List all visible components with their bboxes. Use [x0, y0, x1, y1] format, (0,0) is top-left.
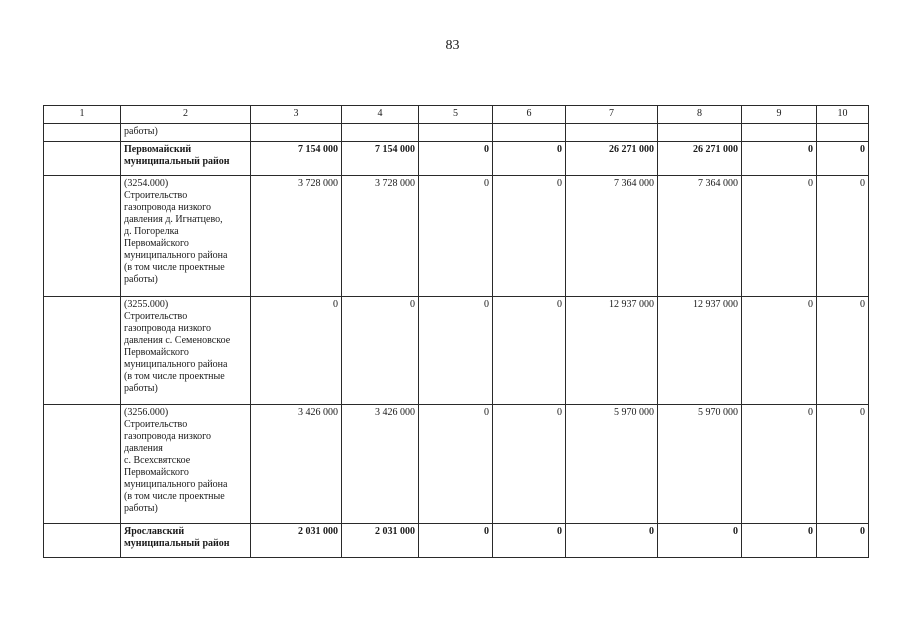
amount-cell: 0: [658, 524, 742, 558]
header-cell: 6: [493, 106, 566, 124]
amount-cell: 5 970 000: [566, 405, 658, 524]
amount-cell: [742, 124, 817, 142]
amount-cell: [817, 124, 869, 142]
amount-cell: 0: [493, 524, 566, 558]
code-cell: [44, 124, 121, 142]
amount-cell: 12 937 000: [566, 297, 658, 405]
amount-cell: 0: [419, 297, 493, 405]
amount-cell: 3 728 000: [251, 176, 342, 297]
header-cell: 5: [419, 106, 493, 124]
amount-cell: 26 271 000: [658, 142, 742, 176]
header-cell: 9: [742, 106, 817, 124]
amount-cell: 0: [493, 405, 566, 524]
description-cell: (3256.000) Строительство газопровода низкого давления с. Всехсвятское Первомайского муниципального района (в том числе проектные работы): [121, 405, 251, 524]
amount-cell: 0: [493, 297, 566, 405]
budget-table: [43, 105, 869, 558]
amount-cell: 7 364 000: [658, 176, 742, 297]
amount-cell: 12 937 000: [658, 297, 742, 405]
header-cell: 1: [44, 106, 121, 124]
amount-cell: 0: [493, 176, 566, 297]
amount-cell: 3 728 000: [342, 176, 419, 297]
amount-cell: 0: [419, 176, 493, 297]
table-row: [44, 405, 869, 524]
table-row: [44, 297, 869, 405]
amount-cell: 0: [817, 405, 869, 524]
amount-cell: [493, 124, 566, 142]
amount-cell: 26 271 000: [566, 142, 658, 176]
amount-cell: [342, 124, 419, 142]
table-header-row: [44, 106, 869, 124]
amount-cell: 3 426 000: [251, 405, 342, 524]
amount-cell: 0: [566, 524, 658, 558]
amount-cell: [251, 124, 342, 142]
amount-cell: 0: [817, 142, 869, 176]
amount-cell: 7 154 000: [342, 142, 419, 176]
code-cell: [44, 297, 121, 405]
amount-cell: 7 154 000: [251, 142, 342, 176]
table-row: [44, 524, 869, 558]
code-cell: [44, 405, 121, 524]
amount-cell: 0: [251, 297, 342, 405]
amount-cell: 0: [742, 176, 817, 297]
code-cell: [44, 524, 121, 558]
amount-cell: 0: [817, 524, 869, 558]
amount-cell: 0: [742, 142, 817, 176]
amount-cell: 0: [342, 297, 419, 405]
table-row: [44, 124, 869, 142]
table-body: [44, 106, 869, 558]
description-cell: (3255.000) Строительство газопровода низкого давления с. Семеновское Первомайского муниципального района (в том числе проектные работы): [121, 297, 251, 405]
code-cell: [44, 142, 121, 176]
page-number: 83: [445, 38, 460, 53]
code-cell: [44, 176, 121, 297]
description-cell: Ярославский муниципальный район: [121, 524, 251, 558]
header-cell: 4: [342, 106, 419, 124]
amount-cell: [419, 124, 493, 142]
amount-cell: 0: [817, 297, 869, 405]
amount-cell: 3 426 000: [342, 405, 419, 524]
amount-cell: [658, 124, 742, 142]
amount-cell: 0: [493, 142, 566, 176]
amount-cell: 2 031 000: [251, 524, 342, 558]
header-cell: 3: [251, 106, 342, 124]
amount-cell: 0: [419, 524, 493, 558]
header-cell: 7: [566, 106, 658, 124]
table-row: [44, 142, 869, 176]
header-cell: 2: [121, 106, 251, 124]
table-row: [44, 176, 869, 297]
amount-cell: [566, 124, 658, 142]
amount-cell: 0: [419, 405, 493, 524]
header-cell: 10: [817, 106, 869, 124]
amount-cell: 0: [817, 176, 869, 297]
amount-cell: 2 031 000: [342, 524, 419, 558]
description-cell: (3254.000) Строительство газопровода низкого давления д. Игнатцево, д. Погорелка Первомайского муниципального района (в том числе проектные работы): [121, 176, 251, 297]
amount-cell: 7 364 000: [566, 176, 658, 297]
amount-cell: 0: [742, 297, 817, 405]
amount-cell: 0: [742, 524, 817, 558]
amount-cell: 0: [419, 142, 493, 176]
header-cell: 8: [658, 106, 742, 124]
amount-cell: 5 970 000: [658, 405, 742, 524]
amount-cell: 0: [742, 405, 817, 524]
description-cell: работы): [121, 124, 251, 142]
description-cell: Первомайский муниципальный район: [121, 142, 251, 176]
